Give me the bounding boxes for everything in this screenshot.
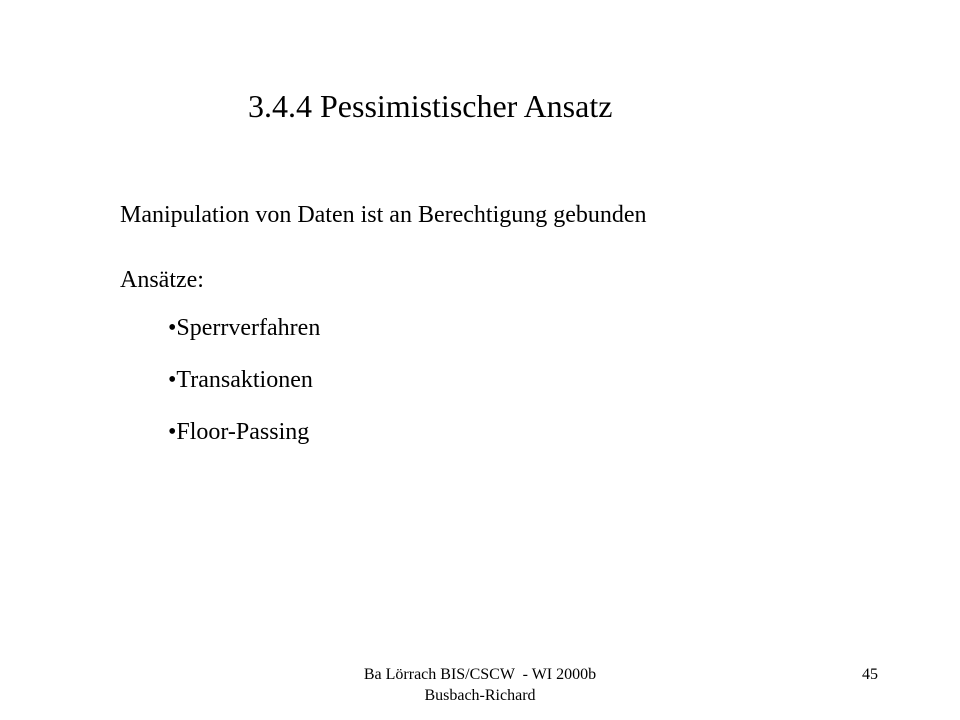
- list-item-label: Transaktionen: [176, 367, 313, 393]
- approaches-list: [168, 313, 320, 469]
- footer-source: [300, 664, 660, 706]
- bullet-icon: •: [168, 315, 177, 341]
- list-item-label: Sperrverfahren: [176, 315, 321, 341]
- bullet-icon: •: [168, 419, 177, 445]
- list-item: [168, 313, 320, 343]
- footer-line-course: Ba Lörrach BIS/CSCW - WI 2000b: [363, 666, 597, 683]
- list-item-label: Floor-Passing: [176, 419, 310, 445]
- footer-line-author: Busbach-Richard: [424, 687, 536, 704]
- list-item: [168, 417, 320, 447]
- approaches-label: Ansätze:: [120, 267, 204, 293]
- statement-text: Manipulation von Daten ist an Berechtigung gebunden: [120, 202, 647, 228]
- slide-title: 3.4.4 Pessimistischer Ansatz: [248, 88, 613, 124]
- page-number: 45: [862, 666, 878, 683]
- bullet-icon: •: [168, 367, 177, 393]
- list-item: [168, 365, 320, 395]
